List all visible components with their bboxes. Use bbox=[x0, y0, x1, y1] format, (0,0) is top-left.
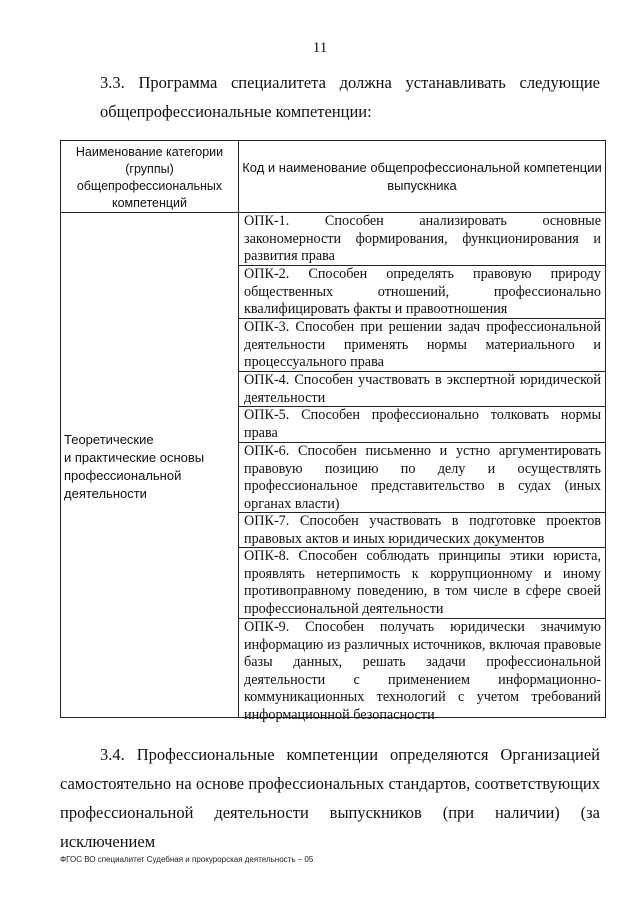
intro-paragraph bbox=[60, 68, 600, 126]
category-cell bbox=[61, 213, 239, 717]
category-label: Теоретические и практические основы профессиональной деятельности bbox=[64, 432, 205, 501]
competence-opk-8: ОПК-8. Способен соблюдать принципы этики юриста, проявлять нетерпимость к коррупционному и иному противоправному поведению, в том числе в сфере своей профессиональной деятельности bbox=[239, 548, 605, 619]
footer: ФГОС ВО специалитет Судебная и прокурорская деятельность – 05 bbox=[60, 855, 314, 864]
header-competence: Код и наименование общепрофессиональной компетенции выпускника bbox=[239, 141, 605, 213]
intro-paragraph-last-line: общепрофессиональные компетенции: bbox=[100, 102, 372, 121]
competence-opk-6: ОПК-6. Способен письменно и устно аргументировать правовую позицию по делу и осуществлять профессиональное представительство в судах (иных органах власти) bbox=[239, 443, 605, 513]
competence-opk-5: ОПК-5. Способен профессионально толковать нормы права bbox=[239, 407, 605, 443]
closing-paragraph: 3.4. Профессиональные компетенции определяются Организацией самостоятельно на основе профессиональных стандартов, соответствующих профессиональной деятельности выпускников (при наличии) (за исключением bbox=[60, 745, 600, 851]
competence-opk-3: ОПК-3. Способен при решении задач профессиональной деятельности применять нормы материального и процессуального права bbox=[239, 319, 605, 372]
header-category: Наименование категории (группы) общепрофессиональных компетенций bbox=[61, 141, 239, 213]
page-number: 11 bbox=[312, 40, 328, 56]
competence-column bbox=[239, 213, 605, 723]
competence-opk-2: ОПК-2. Способен определять правовую природу общественных отношений, профессионально квалифицировать факты и правоотношения bbox=[239, 266, 605, 319]
competence-opk-1: ОПК-1. Способен анализировать основные закономерности формирования, функционирования и развития права bbox=[239, 213, 605, 266]
competence-opk-7: ОПК-7. Способен участвовать в подготовке проектов правовых актов и иных юридических документов bbox=[239, 513, 605, 548]
competences-table bbox=[60, 140, 606, 723]
competence-opk-4: ОПК-4. Способен участвовать в экспертной юридической деятельности bbox=[239, 372, 605, 407]
intro-paragraph-text: 3.3. Программа специалитета должна устанавливать следующие bbox=[100, 73, 600, 92]
competence-opk-9: ОПК-9. Способен получать юридически значимую информацию из различных источников, включая правовые базы данных, решать задачи профессиональной деятельности с применением информационно-коммуникационных технологий с учетом требований информационной безопасности bbox=[244, 619, 601, 723]
